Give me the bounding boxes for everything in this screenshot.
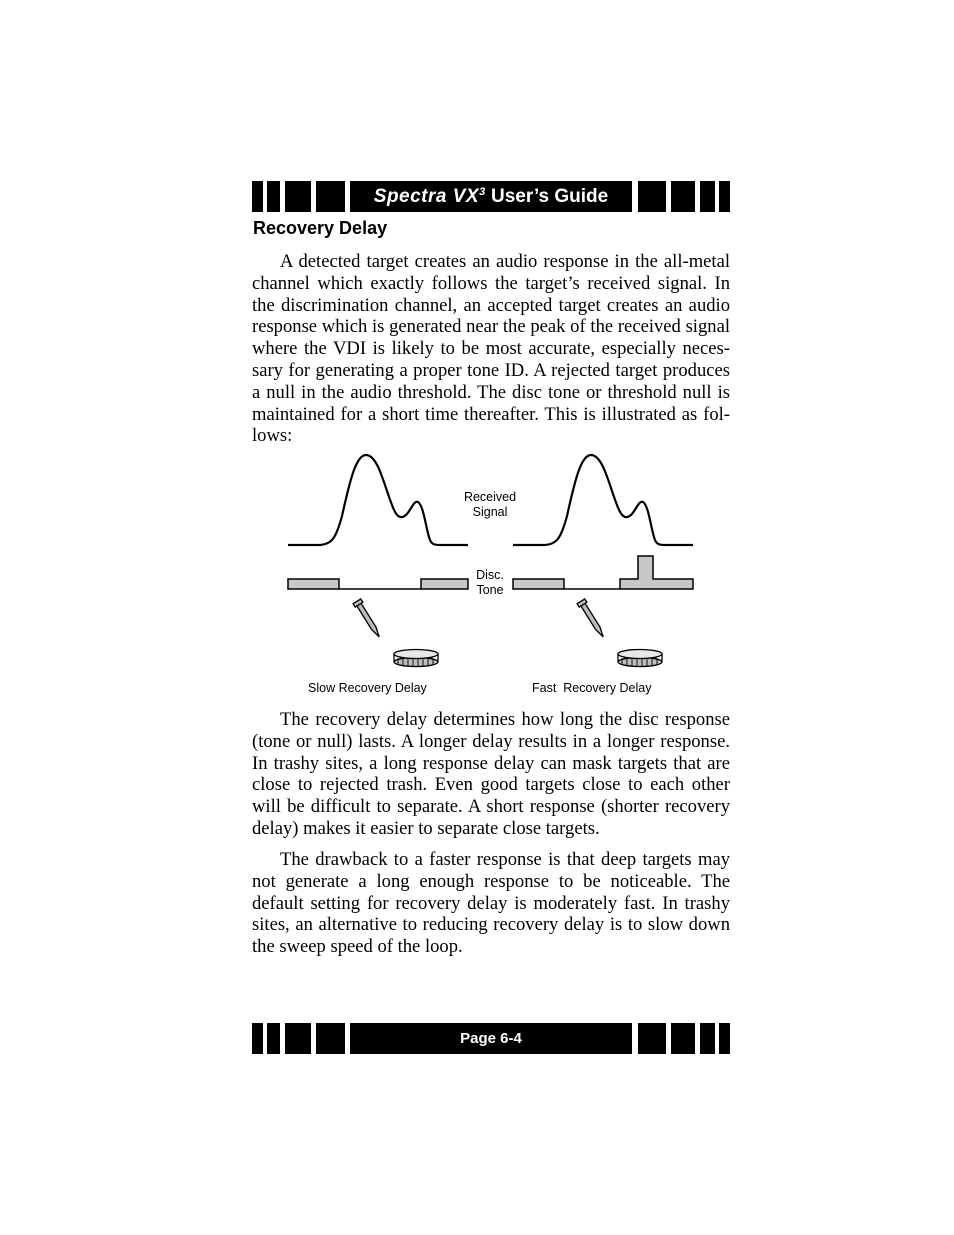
disc-tone-block-left-a — [288, 579, 339, 589]
disc-tone-label-2: Tone — [476, 583, 504, 597]
header-block — [700, 181, 715, 212]
nail-icon — [577, 599, 607, 639]
footer-block — [638, 1023, 666, 1054]
header-block — [285, 181, 311, 212]
footer-block — [671, 1023, 695, 1054]
slow-recovery-caption: Slow Recovery Delay — [308, 681, 427, 695]
recovery-delay-diagram — [280, 450, 700, 700]
header-block — [638, 181, 666, 212]
header-suffix: User’s Guide — [485, 186, 609, 207]
received-signal-curve-left — [288, 455, 468, 545]
footer-block — [316, 1023, 345, 1054]
coin-icon — [394, 650, 438, 667]
received-signal-curve-right — [513, 455, 693, 545]
brand-superscript: 3 — [479, 186, 486, 198]
header-block — [719, 181, 730, 212]
header-title — [350, 181, 632, 212]
fast-recovery-caption: Fast Recovery Delay — [532, 681, 652, 695]
received-signal-label-2: Signal — [472, 505, 508, 519]
header-block — [267, 181, 280, 212]
received-signal-label-1: Received — [463, 490, 517, 504]
body-paragraph: A detected target creates an audio response in the all-metal channel which exactly follows the target’s received signal. In the discrimination channel, an accepted target creates an audio response which is generated near the peak of the received signal where the VDI is likely to be most accurate, especially neces-sary for generating a proper tone ID. A rejected target produces a null in the audio threshold. The disc tone or threshold null is maintained for a short time thereafter. This is illustrated as fol-lows: — [252, 251, 730, 447]
footer-block — [252, 1023, 263, 1054]
disc-tone-block-right-a — [513, 579, 564, 589]
disc-tone-pulse-right — [620, 556, 693, 589]
page-number: Page 6-4 — [350, 1023, 632, 1054]
footer-block — [719, 1023, 730, 1054]
brand-name: Spectra $VX^3$ — [373, 186, 486, 207]
footer-block — [267, 1023, 280, 1054]
body-paragraph: The recovery delay determines how long the disc response (tone or null) lasts. A longer delay results in a longer response. In trashy sites, a long response delay can mask targets that are close to rejected trash. Even good targets close to each other will be difficult to separate. A short response (shorter recovery delay) makes it easier to separate close targets. — [252, 709, 730, 839]
disc-tone-label-1: Disc. — [476, 568, 504, 582]
section-heading: Recovery Delay — [253, 218, 388, 238]
header-block — [316, 181, 345, 212]
footer-block — [700, 1023, 715, 1054]
disc-tone-block-left-b — [421, 579, 468, 589]
header-block — [252, 181, 263, 212]
footer-bar — [252, 1023, 730, 1054]
coin-icon — [618, 650, 662, 667]
footer-block — [285, 1023, 311, 1054]
header-bar — [252, 181, 730, 212]
body-paragraph: The drawback to a faster response is that deep targets may not generate a long enough response to be noticeable. The default setting for recovery delay is moderately fast. In trashy sites, an alternative to reducing recovery delay is to slow down the sweep speed of the loop. — [252, 849, 730, 958]
nail-icon — [353, 599, 383, 639]
header-block — [671, 181, 695, 212]
